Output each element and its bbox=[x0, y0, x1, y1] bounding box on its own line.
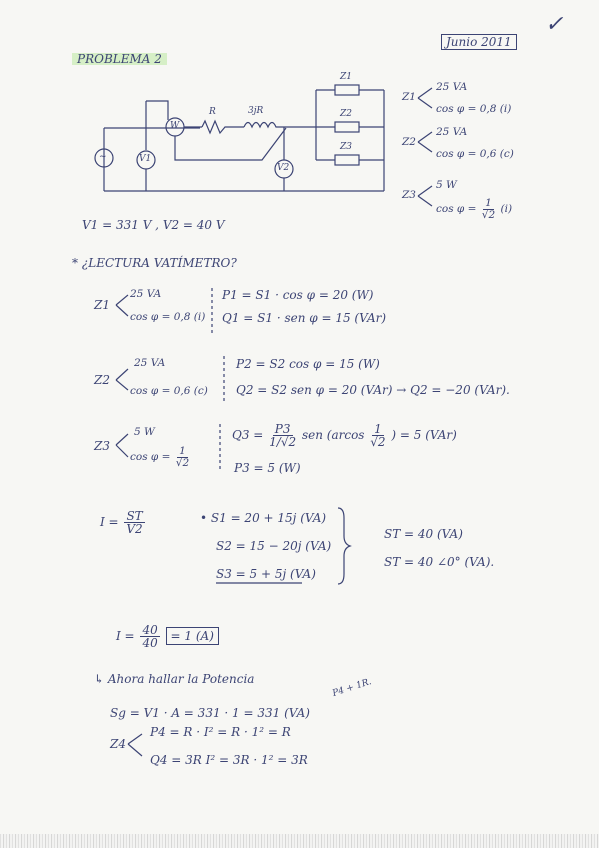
measured-voltages: V1 = 331 V , V2 = 40 V bbox=[82, 218, 225, 232]
circuit-label-3jr: 3jR bbox=[248, 106, 264, 116]
spec-z2-pf: cos φ = 0,6 (c) bbox=[436, 148, 514, 160]
spec-z1-name: Z1 bbox=[402, 91, 416, 103]
check-mark: ✓ bbox=[545, 12, 564, 37]
circuit-label-z1: Z1 bbox=[340, 72, 352, 82]
block1-name: Z1 bbox=[94, 298, 110, 312]
scan-artifact bbox=[0, 834, 599, 848]
spec-z1-pf: cos φ = 0,8 (i) bbox=[436, 103, 512, 115]
block2-name: Z2 bbox=[94, 373, 110, 387]
sum-brace bbox=[338, 508, 350, 584]
s1-value: • S1 = 20 + 15j (VA) bbox=[200, 511, 327, 525]
block3-pf: cos φ = $\frac{1}{√2}$ bbox=[130, 445, 190, 469]
current-result: I = $\frac{40}{40}$ = 1 (A) bbox=[116, 624, 219, 649]
circuit-label-z2: Z2 bbox=[340, 109, 352, 119]
block3-s: 5 W bbox=[134, 426, 155, 438]
z4-name: Z4 bbox=[110, 737, 126, 751]
date-box: Junio 2011 bbox=[441, 34, 517, 50]
circuit-label-w: W bbox=[170, 121, 180, 131]
side-note: P4 + 1R. bbox=[331, 677, 373, 700]
s2-value: S2 = 15 − 20j (VA) bbox=[216, 539, 332, 553]
circuit-label-r: R bbox=[209, 107, 216, 117]
spec-z2-s: 25 VA bbox=[436, 126, 468, 138]
block1-pf: cos φ = 0,8 (i) bbox=[130, 311, 206, 323]
block2-q: Q2 = S2 sen φ = 20 (VAr) → Q2 = −20 (VAr). bbox=[236, 383, 510, 397]
st-phasor: ST = 40 ∠0° (VA). bbox=[384, 555, 495, 569]
block2-pf: cos φ = 0,6 (c) bbox=[130, 385, 208, 397]
spec-z1-s: 25 VA bbox=[436, 81, 468, 93]
z4-q: Q4 = 3R I² = 3R · 1² = 3R bbox=[150, 753, 308, 767]
inductor-3jr-symbol bbox=[244, 123, 284, 128]
resistor-r-symbol bbox=[202, 121, 244, 133]
question-line: * ¿LECTURA VATÍMETRO? bbox=[72, 256, 237, 270]
z4-p: P4 = R · I² = R · 1² = R bbox=[150, 725, 291, 739]
spec-z3-pf: cos φ = $\frac{1}{√2}$ (i) bbox=[436, 197, 513, 221]
spec-z3-s: 5 W bbox=[436, 179, 457, 191]
apparent-power-line: Sg = V1 · A = 331 · 1 = 331 (VA) bbox=[110, 706, 310, 720]
circuit-label-z3: Z3 bbox=[340, 142, 352, 152]
block1-s: 25 VA bbox=[130, 288, 162, 300]
block1-q: Q1 = S1 · sen φ = 15 (VAr) bbox=[222, 311, 387, 325]
current-formula: I = $\frac{ST}{V2}$ bbox=[100, 509, 143, 536]
circuit-label-source: ~ bbox=[99, 152, 107, 162]
load-z2-box bbox=[335, 122, 359, 132]
block3-q: Q3 = $\frac{P3}{1/√2}$ sen (arcos $\frac{1}{√2}$ ) = 5 (VAr) bbox=[232, 422, 457, 449]
block3-p: P3 = 5 (W) bbox=[234, 461, 301, 475]
block2-s: 25 VA bbox=[134, 357, 166, 369]
spec-z2-name: Z2 bbox=[402, 136, 416, 148]
load-z1-box bbox=[335, 85, 359, 95]
ahora-line: ↳ Ahora hallar la Potencia bbox=[94, 672, 255, 686]
st-value: ST = 40 (VA) bbox=[384, 527, 463, 541]
block2-p: P2 = S2 cos φ = 15 (W) bbox=[236, 357, 380, 371]
load-z3-box bbox=[335, 155, 359, 165]
spec-z3-name: Z3 bbox=[402, 189, 416, 201]
s3-value: S3 = 5 + 5j (VA) bbox=[216, 567, 316, 581]
problem-title: PROBLEMA 2 bbox=[72, 53, 167, 65]
circuit-label-v1: V1 bbox=[139, 154, 152, 164]
block1-p: P1 = S1 · cos φ = 20 (W) bbox=[222, 288, 374, 302]
block3-name: Z3 bbox=[94, 439, 110, 453]
circuit-label-v2: V2 bbox=[277, 163, 290, 173]
